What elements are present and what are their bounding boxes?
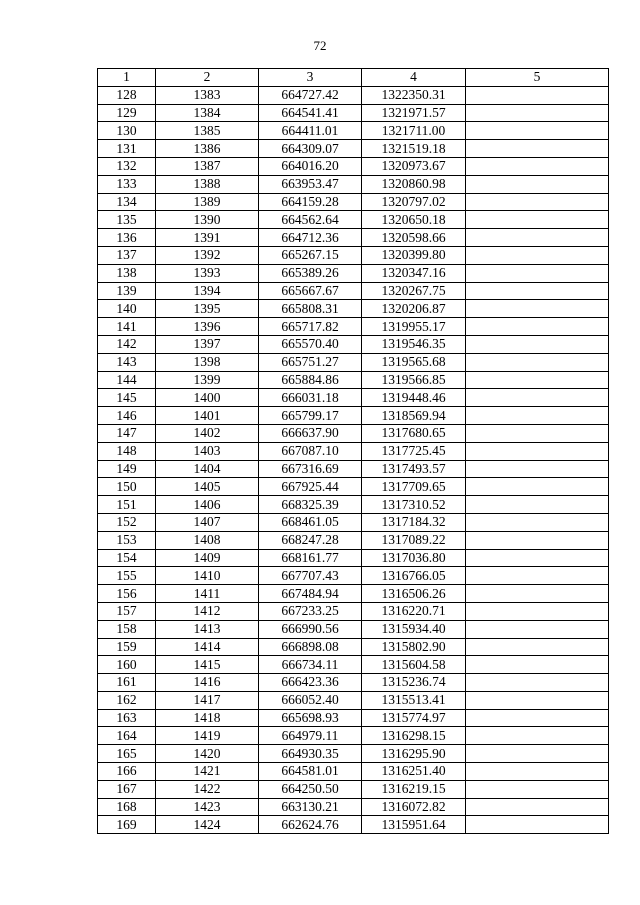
table-cell: 666423.36 [259, 674, 362, 692]
table-cell [466, 674, 609, 692]
table-cell: 665751.27 [259, 353, 362, 371]
table-cell [466, 442, 609, 460]
table-cell [466, 638, 609, 656]
table-cell: 665884.86 [259, 371, 362, 389]
table-cell: 1390 [156, 211, 259, 229]
table-cell: 1388 [156, 175, 259, 193]
table-cell: 665667.67 [259, 282, 362, 300]
table-cell [466, 798, 609, 816]
table-cell: 664250.50 [259, 780, 362, 798]
table-cell: 666637.90 [259, 424, 362, 442]
table-row [98, 371, 609, 389]
table-cell: 139 [98, 282, 156, 300]
table-cell: 668161.77 [259, 549, 362, 567]
table-cell [466, 816, 609, 834]
table-cell: 665570.40 [259, 335, 362, 353]
table-cell: 1415 [156, 656, 259, 674]
table-cell: 155 [98, 567, 156, 585]
table-row [98, 389, 609, 407]
table-row [98, 86, 609, 104]
table-row [98, 175, 609, 193]
table-cell: 664411.01 [259, 122, 362, 140]
table-cell [466, 602, 609, 620]
table-cell: 1413 [156, 620, 259, 638]
table-cell: 1317184.32 [362, 513, 466, 531]
table-cell: 1399 [156, 371, 259, 389]
table-cell: 159 [98, 638, 156, 656]
table-cell: 1423 [156, 798, 259, 816]
table-body [98, 86, 609, 833]
table-cell: 1386 [156, 140, 259, 158]
table-cell: 664712.36 [259, 229, 362, 247]
table-cell [466, 264, 609, 282]
table-cell: 1419 [156, 727, 259, 745]
table-cell: 667484.94 [259, 585, 362, 603]
table-row [98, 407, 609, 425]
table-cell: 668325.39 [259, 496, 362, 514]
table-cell: 144 [98, 371, 156, 389]
table-cell: 1320650.18 [362, 211, 466, 229]
table-cell: 664309.07 [259, 140, 362, 158]
column-header: 5 [466, 69, 609, 87]
table-cell: 147 [98, 424, 156, 442]
table-cell: 1319448.46 [362, 389, 466, 407]
table-cell: 157 [98, 602, 156, 620]
table-cell: 1322350.31 [362, 86, 466, 104]
table-cell: 1424 [156, 816, 259, 834]
table-cell: 663953.47 [259, 175, 362, 193]
table-row [98, 335, 609, 353]
table-cell [466, 193, 609, 211]
table-row [98, 727, 609, 745]
table-cell: 667925.44 [259, 478, 362, 496]
table-cell: 664581.01 [259, 763, 362, 781]
table-cell: 1400 [156, 389, 259, 407]
table-cell: 167 [98, 780, 156, 798]
table-cell: 1395 [156, 300, 259, 318]
table-row [98, 780, 609, 798]
table-cell: 168 [98, 798, 156, 816]
table-row [98, 549, 609, 567]
table-cell: 154 [98, 549, 156, 567]
table-cell: 1392 [156, 246, 259, 264]
table-row [98, 157, 609, 175]
table-cell: 664541.41 [259, 104, 362, 122]
table-cell: 169 [98, 816, 156, 834]
table-row [98, 122, 609, 140]
table-row [98, 513, 609, 531]
table-row [98, 318, 609, 336]
table-cell: 666990.56 [259, 620, 362, 638]
table-cell: 1315604.58 [362, 656, 466, 674]
table-cell: 129 [98, 104, 156, 122]
table-cell: 164 [98, 727, 156, 745]
table-cell: 143 [98, 353, 156, 371]
table-cell: 1320797.02 [362, 193, 466, 211]
table-cell: 1422 [156, 780, 259, 798]
table-cell: 665267.15 [259, 246, 362, 264]
table-cell: 1320399.80 [362, 246, 466, 264]
table-cell: 1387 [156, 157, 259, 175]
table-cell: 146 [98, 407, 156, 425]
table-cell: 149 [98, 460, 156, 478]
table-cell: 1317036.80 [362, 549, 466, 567]
table-cell: 1316219.15 [362, 780, 466, 798]
table-cell: 1315951.64 [362, 816, 466, 834]
table-cell: 664979.11 [259, 727, 362, 745]
table-cell: 158 [98, 620, 156, 638]
table-row [98, 211, 609, 229]
table-cell: 1414 [156, 638, 259, 656]
table-cell: 666898.08 [259, 638, 362, 656]
table-cell: 1418 [156, 709, 259, 727]
table-row [98, 193, 609, 211]
table-cell: 663130.21 [259, 798, 362, 816]
table-cell: 667316.69 [259, 460, 362, 478]
table-cell [466, 531, 609, 549]
table-cell: 1317310.52 [362, 496, 466, 514]
table-cell: 1315774.97 [362, 709, 466, 727]
table-cell: 1391 [156, 229, 259, 247]
table-cell: 1317725.45 [362, 442, 466, 460]
table-cell [466, 318, 609, 336]
table-cell: 1316298.15 [362, 727, 466, 745]
column-header: 3 [259, 69, 362, 87]
table-cell [466, 122, 609, 140]
table-cell: 1321519.18 [362, 140, 466, 158]
table-cell: 138 [98, 264, 156, 282]
table-cell [466, 104, 609, 122]
table-cell: 667087.10 [259, 442, 362, 460]
table-row [98, 264, 609, 282]
table-cell: 1412 [156, 602, 259, 620]
table-cell: 1317493.57 [362, 460, 466, 478]
table-cell: 152 [98, 513, 156, 531]
table-cell: 1416 [156, 674, 259, 692]
table-cell: 156 [98, 585, 156, 603]
table-cell [466, 513, 609, 531]
table-cell: 666052.40 [259, 691, 362, 709]
table-cell [466, 407, 609, 425]
table-cell: 1317680.65 [362, 424, 466, 442]
table-cell: 664930.35 [259, 745, 362, 763]
table-cell: 130 [98, 122, 156, 140]
table-cell: 1411 [156, 585, 259, 603]
table-cell: 1406 [156, 496, 259, 514]
table-cell [466, 745, 609, 763]
table-row [98, 585, 609, 603]
table-cell: 1403 [156, 442, 259, 460]
table-cell: 132 [98, 157, 156, 175]
table-cell: 1321711.00 [362, 122, 466, 140]
table-cell: 142 [98, 335, 156, 353]
column-header: 1 [98, 69, 156, 87]
table-cell: 1397 [156, 335, 259, 353]
table-row [98, 763, 609, 781]
table-cell: 150 [98, 478, 156, 496]
table-cell: 1417 [156, 691, 259, 709]
table-cell: 140 [98, 300, 156, 318]
table-cell: 1385 [156, 122, 259, 140]
table-cell: 1319546.35 [362, 335, 466, 353]
table-cell [466, 175, 609, 193]
table-cell: 1389 [156, 193, 259, 211]
table-cell: 1320973.67 [362, 157, 466, 175]
table-cell: 1316220.71 [362, 602, 466, 620]
table-row [98, 691, 609, 709]
table-cell: 1319565.68 [362, 353, 466, 371]
table-cell: 1320598.66 [362, 229, 466, 247]
table-cell [466, 140, 609, 158]
table-cell: 1402 [156, 424, 259, 442]
table-row [98, 602, 609, 620]
table-cell: 135 [98, 211, 156, 229]
table-cell: 1320267.75 [362, 282, 466, 300]
table-cell: 145 [98, 389, 156, 407]
table-cell: 1404 [156, 460, 259, 478]
table-row [98, 656, 609, 674]
table-cell: 1320206.87 [362, 300, 466, 318]
table-cell: 1315513.41 [362, 691, 466, 709]
table-cell: 1398 [156, 353, 259, 371]
table-row [98, 798, 609, 816]
table-row [98, 104, 609, 122]
table-cell: 161 [98, 674, 156, 692]
table-cell: 1407 [156, 513, 259, 531]
table-cell [466, 763, 609, 781]
table-cell: 1421 [156, 763, 259, 781]
table-cell: 668461.05 [259, 513, 362, 531]
table-row [98, 460, 609, 478]
table-cell: 1317709.65 [362, 478, 466, 496]
table-cell: 148 [98, 442, 156, 460]
table-header-row [98, 69, 609, 87]
table-cell: 1383 [156, 86, 259, 104]
table-cell: 1320347.16 [362, 264, 466, 282]
table-row [98, 282, 609, 300]
table-cell: 1396 [156, 318, 259, 336]
table-cell: 1318569.94 [362, 407, 466, 425]
table-row [98, 496, 609, 514]
table-cell: 1384 [156, 104, 259, 122]
table-row [98, 638, 609, 656]
table-row [98, 816, 609, 834]
table-cell: 1408 [156, 531, 259, 549]
table-cell [466, 211, 609, 229]
coordinates-table [97, 68, 609, 834]
page-number: 72 [313, 38, 327, 53]
table-cell: 1315802.90 [362, 638, 466, 656]
table-cell: 668247.28 [259, 531, 362, 549]
table-row [98, 140, 609, 158]
table-cell: 665717.82 [259, 318, 362, 336]
table-cell: 131 [98, 140, 156, 158]
table-cell: 1319566.85 [362, 371, 466, 389]
table-cell [466, 780, 609, 798]
table-cell [466, 656, 609, 674]
table-cell [466, 424, 609, 442]
table-cell: 664562.64 [259, 211, 362, 229]
table-cell [466, 691, 609, 709]
table-cell: 1317089.22 [362, 531, 466, 549]
table-cell [466, 567, 609, 585]
table-cell: 128 [98, 86, 156, 104]
table-cell: 133 [98, 175, 156, 193]
table-cell [466, 300, 609, 318]
table-row [98, 442, 609, 460]
table-cell [466, 389, 609, 407]
table-row [98, 674, 609, 692]
table-cell: 1394 [156, 282, 259, 300]
table-row [98, 424, 609, 442]
table-cell [466, 335, 609, 353]
table-cell [466, 709, 609, 727]
table-cell: 160 [98, 656, 156, 674]
table-cell: 665389.26 [259, 264, 362, 282]
table-cell: 662624.76 [259, 816, 362, 834]
table-cell [466, 460, 609, 478]
table-cell: 1316251.40 [362, 763, 466, 781]
table-cell: 1315236.74 [362, 674, 466, 692]
table-row [98, 478, 609, 496]
table-cell: 666031.18 [259, 389, 362, 407]
table-cell: 1420 [156, 745, 259, 763]
column-header: 2 [156, 69, 259, 87]
table-cell: 134 [98, 193, 156, 211]
table-row [98, 246, 609, 264]
table-row [98, 709, 609, 727]
table-cell: 1320860.98 [362, 175, 466, 193]
column-header: 4 [362, 69, 466, 87]
table-cell: 1409 [156, 549, 259, 567]
table-cell: 141 [98, 318, 156, 336]
table-cell [466, 549, 609, 567]
table-cell: 165 [98, 745, 156, 763]
table-cell: 137 [98, 246, 156, 264]
table-cell: 162 [98, 691, 156, 709]
table-cell [466, 585, 609, 603]
table-cell: 151 [98, 496, 156, 514]
table-row [98, 567, 609, 585]
table-row [98, 229, 609, 247]
table-cell [466, 229, 609, 247]
table-cell: 1410 [156, 567, 259, 585]
table-cell: 1401 [156, 407, 259, 425]
table-cell: 136 [98, 229, 156, 247]
table-row [98, 745, 609, 763]
table-cell: 1315934.40 [362, 620, 466, 638]
table-cell: 1321971.57 [362, 104, 466, 122]
table-cell: 166 [98, 763, 156, 781]
table-row [98, 620, 609, 638]
table-row [98, 531, 609, 549]
table-cell: 664016.20 [259, 157, 362, 175]
table-cell [466, 727, 609, 745]
table-cell: 153 [98, 531, 156, 549]
table-cell: 1316072.82 [362, 798, 466, 816]
table-row [98, 300, 609, 318]
table-row [98, 353, 609, 371]
table-cell [466, 371, 609, 389]
table-cell: 664727.42 [259, 86, 362, 104]
table-cell: 1405 [156, 478, 259, 496]
table-cell: 1316766.05 [362, 567, 466, 585]
table-cell [466, 496, 609, 514]
table-cell [466, 86, 609, 104]
table-cell [466, 157, 609, 175]
table-cell: 163 [98, 709, 156, 727]
table-cell: 666734.11 [259, 656, 362, 674]
table-cell: 665799.17 [259, 407, 362, 425]
table-cell: 667707.43 [259, 567, 362, 585]
table-cell [466, 246, 609, 264]
table-cell: 1393 [156, 264, 259, 282]
table-cell: 667233.25 [259, 602, 362, 620]
table-cell: 1319955.17 [362, 318, 466, 336]
table-cell [466, 620, 609, 638]
table-cell [466, 478, 609, 496]
table-cell: 665808.31 [259, 300, 362, 318]
table-cell: 1316506.26 [362, 585, 466, 603]
table-cell: 665698.93 [259, 709, 362, 727]
table-cell [466, 353, 609, 371]
table-cell [466, 282, 609, 300]
table-cell: 1316295.90 [362, 745, 466, 763]
table-cell: 664159.28 [259, 193, 362, 211]
